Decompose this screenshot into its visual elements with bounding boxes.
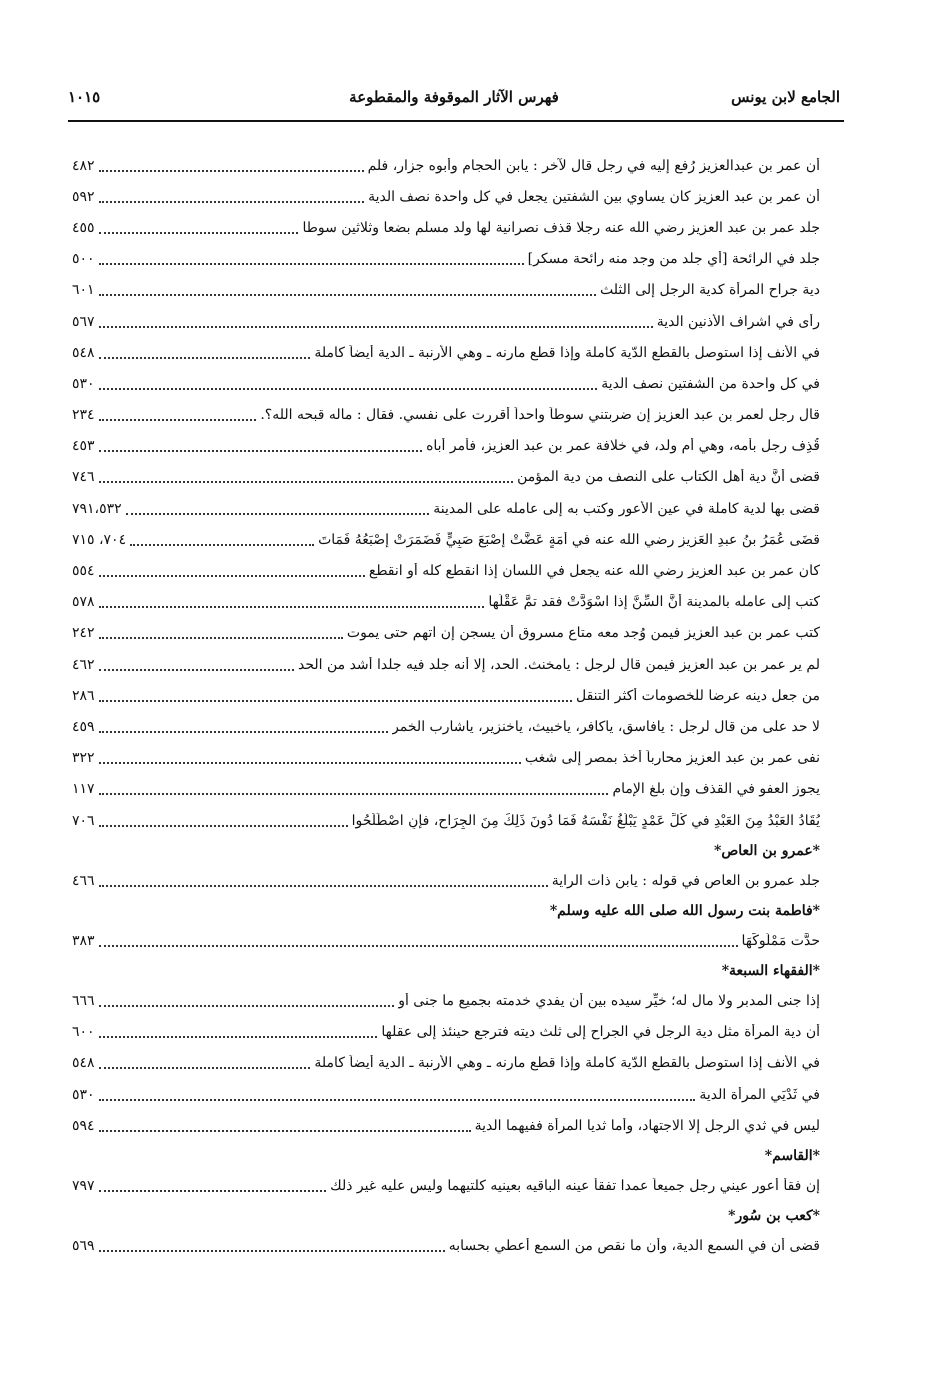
index-heading [72,836,820,865]
entry-text: في ثَدْيَي المرأة الدية [699,1086,820,1103]
index-entry [72,805,820,836]
leader-dots [99,1036,378,1038]
entry-page-number: ٥٣٠ [72,1086,95,1103]
entry-page-number: ٥٤٨ [72,344,95,361]
entry-text: ليس في ثدي الرجل إلا الاجتهاد، وأما ثديا المرأة ففيهما الدية [474,1117,820,1134]
entry-text: قال رجل لعمر بن عبد العزيز إن ضربتني سوطاً واحداً أقررت على نفسي. فقال : ماله قبحه الله؟. [260,407,820,424]
entry-page-number: ٥٣٠ [72,375,95,392]
leader-dots [99,1099,696,1101]
leader-dots [99,326,653,328]
index-entry [72,774,820,805]
entry-page-number: ٤٥٩ [72,718,95,735]
entry-page-number: ٢٨٦ [72,687,95,704]
entry-page-number: ٤٥٥ [72,219,95,236]
entry-line [72,345,820,361]
heading-text: *عمرو بن العاص* [714,842,820,859]
entry-page-number: ٧٠٦ [72,812,95,829]
index-entry [72,986,820,1017]
index-list [72,150,820,1262]
entry-text: جلد عمرو بن العاص في قوله : يابن ذات الراية [551,872,820,889]
entry-line [72,993,820,1009]
index-entry [72,618,820,649]
entry-line [72,189,820,205]
index-entry [72,400,820,431]
header-rule [68,120,844,122]
entry-page-number: ٤٦٢ [72,656,95,673]
entry-line [72,407,820,423]
entry-line [72,719,820,735]
entry-page-number: ٢٣٤ [72,407,95,424]
leader-dots [99,481,514,483]
leader-dots [99,450,423,452]
entry-line [72,1118,820,1134]
entry-page-number: ٥٩٢ [72,188,95,205]
entry-page-number: ٢٤٢ [72,625,95,642]
entry-text: كتب عمر بن عبد العزيز فيمن وُجد معه متاع مسروق أن يسجن إن اتهم حتى يموت [346,625,820,642]
leader-dots [99,1250,445,1252]
entry-line [72,469,820,485]
index-entry [72,743,820,774]
entry-line [72,1024,820,1040]
entry-text: إن فقأ أعور عيني رجل جميعاً عمدا تفقأ عينه الباقيه بعينيه كلتيهما وليس عليه غير ذلك [330,1178,820,1195]
entry-text: رأى في اشراف الأذنين الدية [656,313,820,330]
index-entry [72,462,820,493]
entry-text: يجوز العفو في القذف وإن بلغ الإمام [612,781,820,798]
entry-line [72,532,820,548]
entry-page-number: ٥٠٠ [72,251,95,268]
leader-dots [99,294,596,296]
entry-line [72,376,820,392]
entry-line [72,1055,820,1071]
entry-line [72,220,820,236]
leader-dots [99,201,365,203]
entry-page-number: ٥٦٩ [72,1238,95,1255]
index-entry [72,306,820,337]
leader-dots [126,513,430,515]
index-entry [72,181,820,212]
index-entry [72,711,820,742]
index-entry [72,275,820,306]
index-entry [72,368,820,399]
entry-page-number: ٤٨٢ [72,157,95,174]
leader-dots [99,793,609,795]
entry-line [72,657,820,673]
entry-line [72,1238,820,1254]
entry-line [72,1178,820,1194]
leader-dots [99,1190,327,1192]
entry-line [72,813,820,829]
index-heading [72,957,820,986]
leader-dots [99,637,343,639]
page-number: ١٠١٥ [68,88,101,106]
entry-text: جلد في الرائحة [أي جلد من وجد منه رائحة مسكر] [527,251,820,268]
entry-text: قضى أنَّ دية أهل الكتاب على النصف من دية المؤمن [517,469,820,486]
entry-line [72,688,820,704]
section-title: فهرس الآثار الموقوفة والمقطوعة [349,88,559,106]
index-heading [72,1202,820,1231]
entry-page-number: ١١٧ [72,781,95,798]
index-entry [72,337,820,368]
entry-text: لم ير عمر بن عبد العزيز فيمن قال لرجل : يامخنث. الحد، إلا أنه جلد فيه جلدا أشد من الحد [297,656,820,673]
entry-page-number: ٤٦٦ [72,872,95,889]
entry-text: جلد عمر بن عبد العزيز رضي الله عنه رجلا قذف نصرانية لها ولد مسلم بضعا وثلاثين سوطا [302,219,820,236]
leader-dots [99,885,548,887]
entry-text: إذا جنى المدبر ولا مال له؛ خيِّر سيده بين أن يفدي خدمته بجميع ما جنى أو [398,993,820,1010]
leader-dots [99,419,257,421]
book-title: الجامع لابن يونس [731,88,840,106]
entry-text: في كل واحدة من الشفتين نصف الدية [601,375,820,392]
entry-line [72,781,820,797]
entry-page-number: ٥٤٨ [72,1055,95,1072]
leader-dots [99,669,294,671]
entry-line [72,563,820,579]
leader-dots [99,263,524,265]
index-entry [72,212,820,243]
entry-page-number: ٤٥٣ [72,438,95,455]
entry-line [72,1087,820,1103]
entry-text: أن دية المرأة مثل دية الرجل في الجراح إلى ثلث ديته فترجع حينئذ إلى عقلها [381,1024,820,1041]
entry-page-number: ٧٤٦ [72,469,95,486]
leader-dots [99,606,485,608]
entry-page-number: ٥٧٨ [72,594,95,611]
leader-dots [99,700,572,702]
index-entry [72,1170,820,1201]
entry-text: لا حد على من قال لرجل : يافاسق، ياكافر، ياخبيث، ياخنزير، ياشارب الخمر [392,718,820,735]
entry-text: دية جراح المرأة كدية الرجل إلى الثلث [600,282,820,299]
leader-dots [99,731,389,733]
entry-line [72,501,820,517]
index-entry [72,587,820,618]
entry-line [72,251,820,267]
entry-text: نفى عمر بن عبد العزيز محارباً أخذ بمصر إلى شغب [524,750,820,767]
index-entry [72,1048,820,1079]
index-entry [72,1017,820,1048]
index-entry [72,865,820,896]
index-entry [72,150,820,181]
entry-line [72,750,820,766]
entry-page-number: ٧٩٧ [72,1178,95,1195]
index-entry [72,1079,820,1110]
entry-line [72,933,820,949]
index-entry [72,493,820,524]
leader-dots [99,232,299,234]
entry-text: من جعل دينه عرضا للخصومات أكثر التنقل [575,687,820,704]
entry-page-number: ٧٠٤، ٧١٥ [72,531,127,548]
entry-text: في الأنف إذا استوصل بالقطع الدّية كاملة وإذا قطع مارنه ـ وهي الأرنبة ـ الدية أيضاً كاملة [314,344,820,361]
entry-line [72,594,820,610]
index-entry [72,244,820,275]
entry-line [72,438,820,454]
entry-text: أن عمر بن عبدالعزيز رُفع إليه في رجل قال لآخر : يابن الحجام وأبوه جزار، فلم [367,157,820,174]
entry-text: في الأنف إذا استوصل بالقطع الدّية كاملة وإذا قطع مارنه ـ وهي الأرنبة ـ الدية أيضاً كاملة [314,1055,820,1072]
entry-page-number: ٦٠١ [72,282,95,299]
leader-dots [99,1005,395,1007]
entry-text: قضَى عُمَرُ بنُ عبدِ العَزيزِ رضي الله عنه في أَمَةٍ عَضَّتْ إصْبَعَ صَبِيٍّ فَضَمَرَتْ إصْبَعُهُ فَمَاتَ [318,531,820,548]
leader-dots [99,945,738,947]
heading-text: *الفقهاء السبعة* [721,963,820,979]
heading-text: *فاطمة بنت رسول الله صلى الله عليه وسلم* [549,902,820,919]
entry-line [72,314,820,330]
entry-line [72,625,820,641]
entry-text: قضى أن في السمع الدية، وأن ما نقص من السمع أعطي بحسابه [448,1238,820,1255]
entry-line [72,158,820,174]
entry-page-number: ٥٩٤ [72,1117,95,1134]
leader-dots [99,388,598,390]
entry-text: يُقَادُ العَبْدُ مِنَ العَبْدِ في كُلِّ عَمْدٍ يَبْلُغُ نَفْسَهُ فَمَا دُونَ ذَلِكَ مِنَ الجِرَاحِ، فإنِ اصْطَلَحُوا [351,812,820,829]
leader-dots [99,762,521,764]
leader-dots [99,357,311,359]
index-entry [72,1110,820,1141]
heading-text: *القاسم* [764,1147,820,1164]
entry-page-number: ٥٦٧ [72,313,95,330]
entry-text: حدَّت مَمْلُوكَهَا [741,932,820,949]
leader-dots [130,544,314,546]
index-entry [72,649,820,680]
leader-dots [99,575,365,577]
entry-page-number: ٣٢٢ [72,750,95,767]
entry-page-number: ٧٩١،٥٣٢ [72,500,122,517]
index-entry [72,555,820,586]
index-entry [72,431,820,462]
entry-page-number: ٦٦٦ [72,993,95,1010]
index-heading [72,896,820,925]
entry-text: قُذِف رجل بأمه، وهي أم ولد، في خلافة عمر بن عبد العزيز، فأمر أباه [426,438,820,455]
entry-text: أن عمر بن عبد العزيز كان يساوي بين الشفتين يجعل في كل واحدة نصف الدية [368,188,820,205]
leader-dots [99,1130,471,1132]
entry-text: كتب إلى عامله بالمدينة أنَّ السِّنَّ إذا اسْوَدَّتْ فقد تمَّ عَقْلُها [488,594,820,611]
index-heading [72,1141,820,1170]
leader-dots [99,825,348,827]
entry-page-number: ٥٥٤ [72,563,95,580]
entry-page-number: ٣٨٣ [72,932,95,949]
heading-text: *كعب بن سُور* [728,1208,820,1225]
leader-dots [99,170,364,172]
index-entry [72,680,820,711]
index-entry [72,1231,820,1262]
entry-line [72,873,820,889]
leader-dots [99,1067,311,1069]
entry-line [72,282,820,298]
entry-text: قضى بها لدية كاملة في عين الأعور وكتب به إلى عامله على المدينة [433,500,820,517]
index-entry [72,925,820,956]
page-header [68,88,840,120]
index-entry [72,524,820,555]
entry-page-number: ٦٠٠ [72,1024,95,1041]
entry-text: كان عمر بن عبد العزيز رضي الله عنه يجعل في اللسان إذا انقطع كله أو انقطع [368,563,820,580]
